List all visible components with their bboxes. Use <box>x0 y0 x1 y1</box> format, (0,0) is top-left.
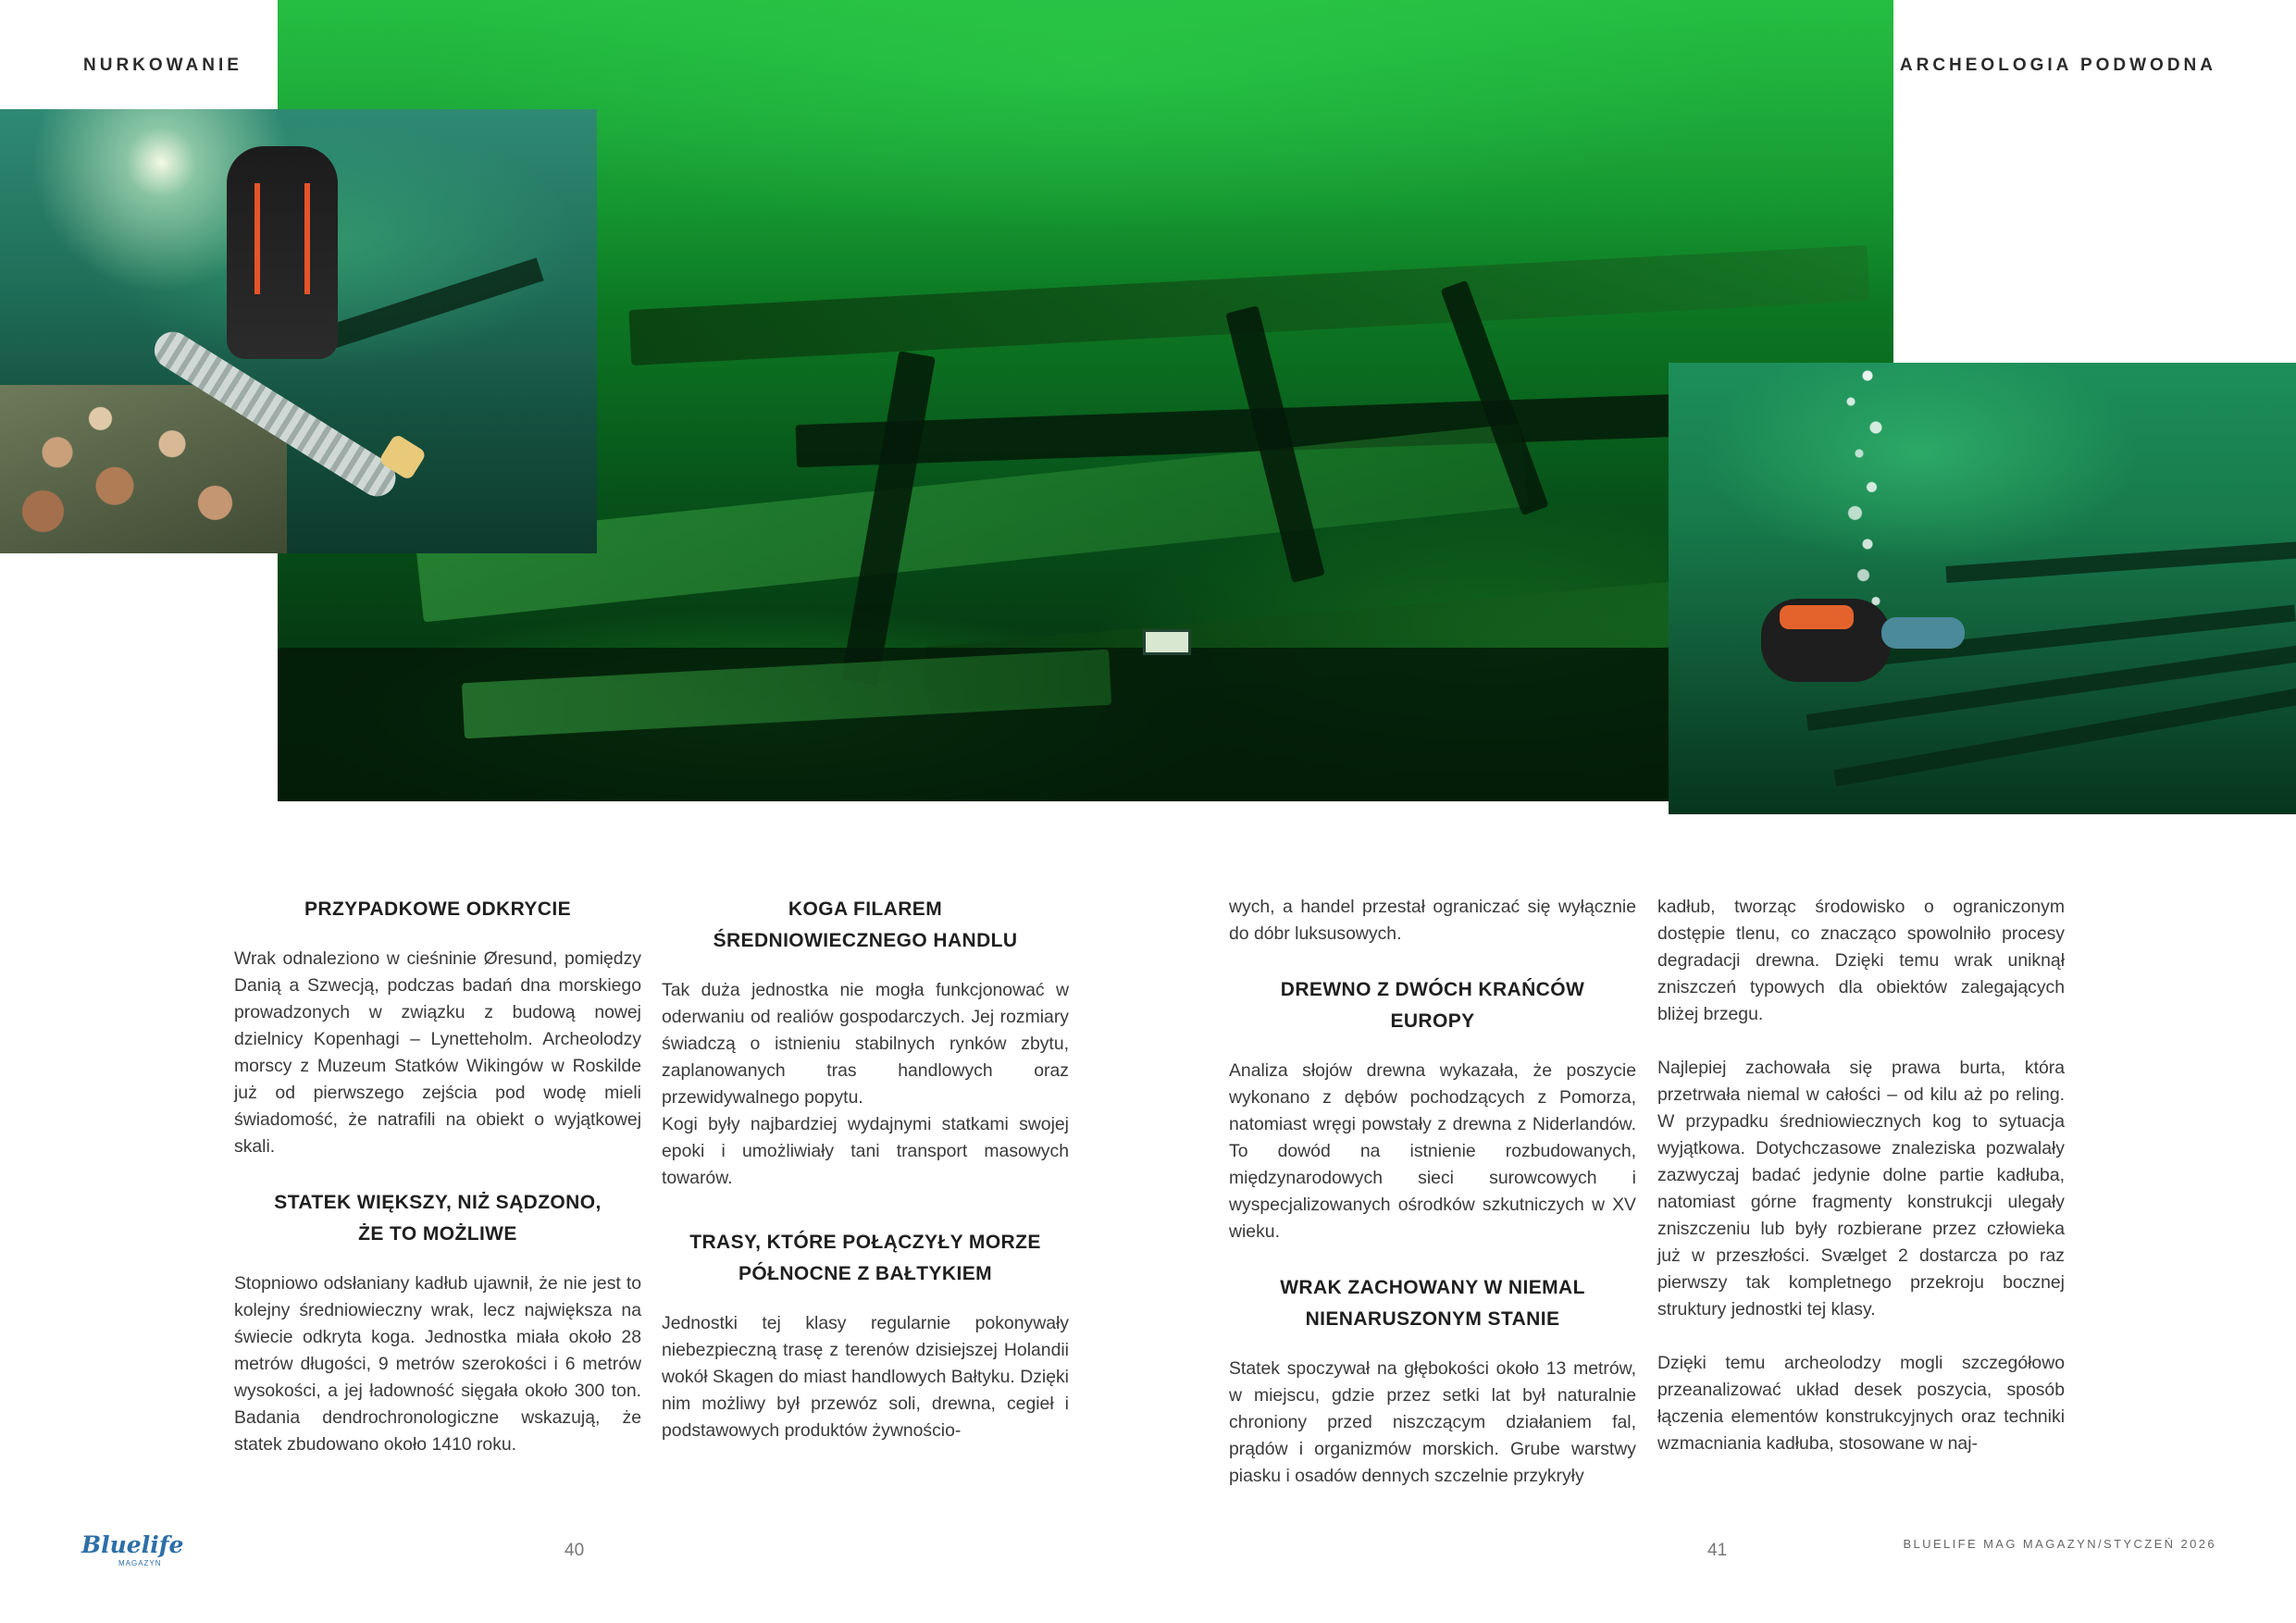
paragraph: Jednostki tej klasy regularnie pokonywały niebezpieczną trasę z terenów dzisiejszej Holandii wokół Skagen do miast handlowych Bałtyku. Dzięki nim możliwy był przewóz soli, drewna, cegieł i podstawowych produktów żywnościo- <box>662 1313 1069 1441</box>
paragraph: Dzięki temu archeolodzy mogli szczegółowo przeanalizować układ desek poszycia, sposób łączenia elementów konstrukcyjnych oraz techniki wzmacniania kadłuba, stosowane w naj- <box>1657 1353 2065 1454</box>
text-column-1 <box>234 894 641 1485</box>
page-number-left: 40 <box>565 1541 585 1560</box>
section-heading: STATEK WIĘKSZY, NIŻ SĄDZONO, ŻE TO MOŻLIWE <box>274 1192 602 1245</box>
section-tag-left: NURKOWANIE <box>83 56 242 75</box>
paragraph: Analiza słojów drewna wykazała, że poszycie wykonano z dębów pochodzących z Pomorza, natomiast wręgi powstały z drewna z Niderlandów. To dowód na istnienie rozbudowanych, międzynarodowych sieci surowcowych i wyspecjalizowanych ośrodków szkutniczych w XV wieku. <box>1229 1060 1636 1242</box>
logo-subtitle: MAGAZYN <box>118 1559 162 1567</box>
paragraph: Wrak odnaleziono w cieśninie Øresund, pomiędzy Danią a Szwecją, podczas badań dna morskiego prowadzonych w związku z budową nowej dzielnicy Kopenhagi – Lynetteholm. Archeolodzy morscy z Muzeum Statków Wikingów w Roskilde już od pierwszego zejścia pod wodę mieli świadomość, że natrafili na obiekt o wyjątkowej skali. <box>234 948 641 1157</box>
text-column-3 <box>1229 894 1636 1517</box>
paragraph: kadłub, tworząc środowisko o ograniczonym dostępie tlenu, co znacząco spowolniło procesy degradacji drewna. Dzięki temu wrak uniknął zniszczeń typowych dla obiektów zalegających bliżej brzegu. <box>1657 897 2065 1024</box>
wreck-beam <box>307 257 543 354</box>
paragraph: Tak duża jednostka nie mogła funkcjonować w oderwaniu od realiów gospodarczych. Jej rozmiary świadczą o istnieniu stabilnych rynków zbytu, zaplanowanych tras handlowych oraz przewidywalnego popytu. <box>662 980 1069 1108</box>
page-number-right: 41 <box>1707 1541 1728 1560</box>
text-column-2 <box>662 894 1069 1471</box>
section-heading: DREWNO Z DWÓCH KRAŃCÓW EUROPY <box>1280 979 1585 1032</box>
section-tag-right: ARCHEOLOGIA PODWODNA <box>1899 56 2216 75</box>
deck-plank <box>1945 542 2296 583</box>
paragraph: Kogi były najbardziej wydajnymi statkami swojej epoki i umożliwiały tani transport masowych towarów. <box>662 1114 1069 1188</box>
magazine-issue-label: BLUELIFE MAG MAGAZYN/STYCZEŃ 2026 <box>1903 1537 2216 1551</box>
diver-tank <box>1881 617 1965 649</box>
diver-right-photo <box>1669 363 2296 814</box>
air-bubbles <box>1826 363 1909 622</box>
diver-harness <box>254 183 310 294</box>
section-heading: PRZYPADKOWE ODKRYCIE <box>304 898 571 920</box>
diver-suit-accent <box>1780 605 1854 629</box>
bluelife-logo: Bluelife <box>81 1531 184 1558</box>
paragraph: Stopniowo odsłaniany kadłub ujawnił, że nie jest to kolejny średniowieczny wrak, lecz największa na świecie odkryta koga. Jednostka miała około 28 metrów długości, 9 metrów szerokości i 6 metrów wysokości, a jej ładowność sięgała około 300 ton. Badania dendrochronologiczne wskazują, że statek zbudowano około 1410 roku. <box>234 1273 641 1455</box>
section-heading: TRASY, KTÓRE POŁĄCZYŁY MORZE PÓŁNOCNE Z BAŁTYKIEM <box>689 1232 1041 1284</box>
survey-tag <box>1143 629 1191 655</box>
paragraph: Najlepiej zachowała się prawa burta, która przetrwała niemal w całości – od kilu aż po reling. W przypadku średniowiecznych kog to sytuacja wyjątkowa. Dotychczasowe znaleziska pozwalały zazwyczaj badać jedynie dolne partie kadłuba, natomiast górne fragmenty konstrukcji ulegały zniszczeniu lub były rozbierane przez człowieka już w przeszłości. Svælget 2 dostarcza po raz pierwszy tak kompletnego przekroju bocznej struktury jednostki tej klasy. <box>1657 1058 2065 1319</box>
text-column-4 <box>1657 894 2065 1484</box>
paragraph: wych, a handel przestał ograniczać się wyłącznie do dóbr luksusowych. <box>1229 897 1636 944</box>
section-heading: KOGA FILAREM ŚREDNIOWIECZNEGO HANDLU <box>713 898 1018 951</box>
paragraph: Statek spoczywał na głębokości około 13 metrów, w miejscu, gdzie przez setki lat był naturalnie chroniony przed niszczącym działaniem fal, prądów i organizmów morskich. Grube warstwy piasku i osadów dennych szczelnie przykryły <box>1229 1358 1636 1486</box>
section-heading: WRAK ZACHOWANY W NIEMAL NIENARUSZONYM STANIE <box>1280 1277 1585 1330</box>
diver-left-photo <box>0 109 597 553</box>
